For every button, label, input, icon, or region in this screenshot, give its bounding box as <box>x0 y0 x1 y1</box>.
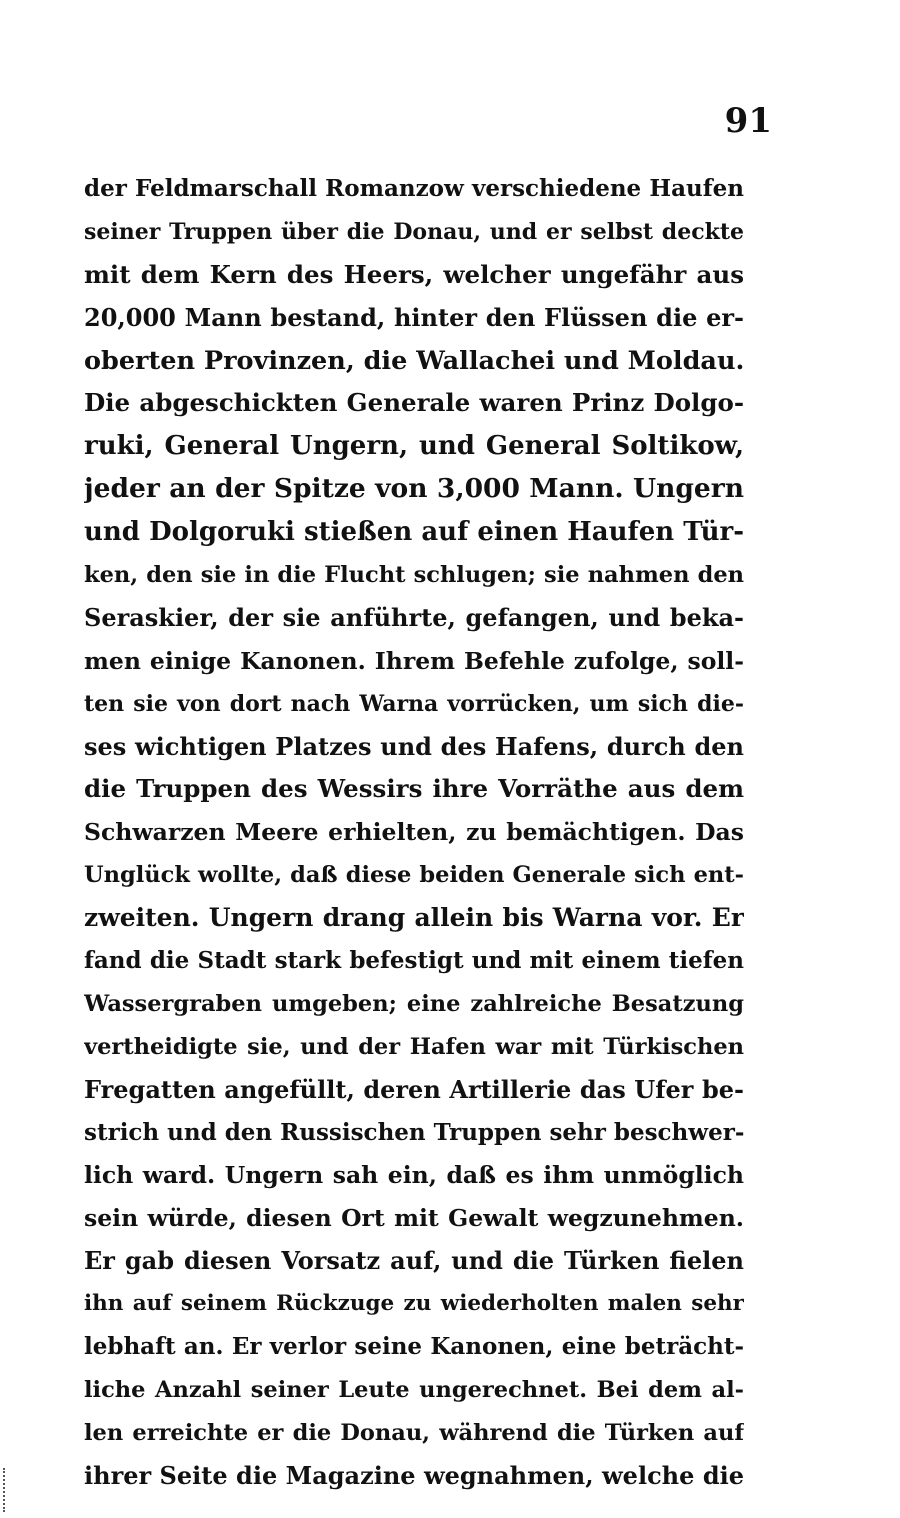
text-line: strich und den Russischen Truppen sehr beschwer- <box>84 1118 744 1146</box>
text-line: fand die Stadt stark befestigt und mit einem tiefen <box>84 947 744 975</box>
text-line: ten sie von dort nach Warna vorrücken, um sich die- <box>84 690 744 717</box>
text-line: ruki, General Ungern, und General Soltikow, <box>84 431 744 462</box>
text-line: mit dem Kern des Heers, welcher ungefähr aus <box>84 259 744 289</box>
text-line: Schwarzen Meere erhielten, zu bemächtigen. Das <box>84 818 744 847</box>
page-number: 91 <box>724 101 772 141</box>
text-line: ihrer Seite die Magazine wegnahmen, welche die <box>84 1460 744 1490</box>
text-line: len erreichte er die Donau, während die Türken auf <box>84 1419 744 1446</box>
text-line: liche Anzahl seiner Leute ungerechnet. Bei dem al- <box>84 1376 744 1403</box>
text-line: lebhaft an. Er verlor seine Kanonen, eine beträcht- <box>84 1333 744 1361</box>
text-line: jeder an der Spitze von 3,000 Mann. Ungern <box>84 473 744 505</box>
text-line: vertheidigte sie, und der Hafen war mit Türkischen <box>84 1033 744 1060</box>
text-line: 20,000 Mann bestand, hinter den Flüssen die er- <box>84 302 744 332</box>
text-line: Unglück wollte, daß diese beiden Generale sich ent- <box>84 862 744 889</box>
text-line: Wassergraben umgeben; eine zahlreiche Besatzung <box>84 990 744 1017</box>
text-line: oberten Provinzen, die Wallachei und Moldau. <box>84 345 744 376</box>
text-line: Seraskier, der sie anführte, gefangen, und beka- <box>84 602 744 632</box>
body-text <box>84 168 744 1498</box>
text-line: ken, den sie in die Flucht schlugen; sie nahmen den <box>84 562 744 589</box>
text-line: Die abgeschickten Generale waren Prinz Dolgo- <box>84 388 744 418</box>
text-line: und Dolgoruki stießen auf einen Haufen Tür- <box>84 517 744 548</box>
text-line: die Truppen des Wessirs ihre Vorräthe aus dem <box>84 774 744 804</box>
text-line: zweiten. Ungern drang allein bis Warna vor. Er <box>84 903 744 933</box>
text-line: ses wichtigen Platzes und des Hafens, durch den <box>84 731 744 761</box>
text-line: men einige Kanonen. Ihrem Befehle zufolge, soll- <box>84 646 744 675</box>
scan-edge-mark <box>3 1468 7 1512</box>
text-line: lich ward. Ungern sah ein, daß es ihm unmöglich <box>84 1161 744 1190</box>
text-line: Fregatten angefüllt, deren Artillerie das Ufer be- <box>84 1074 744 1104</box>
text-line: sein würde, diesen Ort mit Gewalt wegzunehmen. <box>84 1204 744 1233</box>
text-line: ihn auf seinem Rückzuge zu wiederholten malen sehr <box>84 1291 744 1317</box>
text-line: seiner Truppen über die Donau, und er selbst deckte <box>84 218 744 245</box>
text-line: der Feldmarschall Romanzow verschiedene Haufen <box>84 175 744 202</box>
text-line: Er gab diesen Vorsatz auf, und die Türken fielen <box>84 1246 744 1276</box>
